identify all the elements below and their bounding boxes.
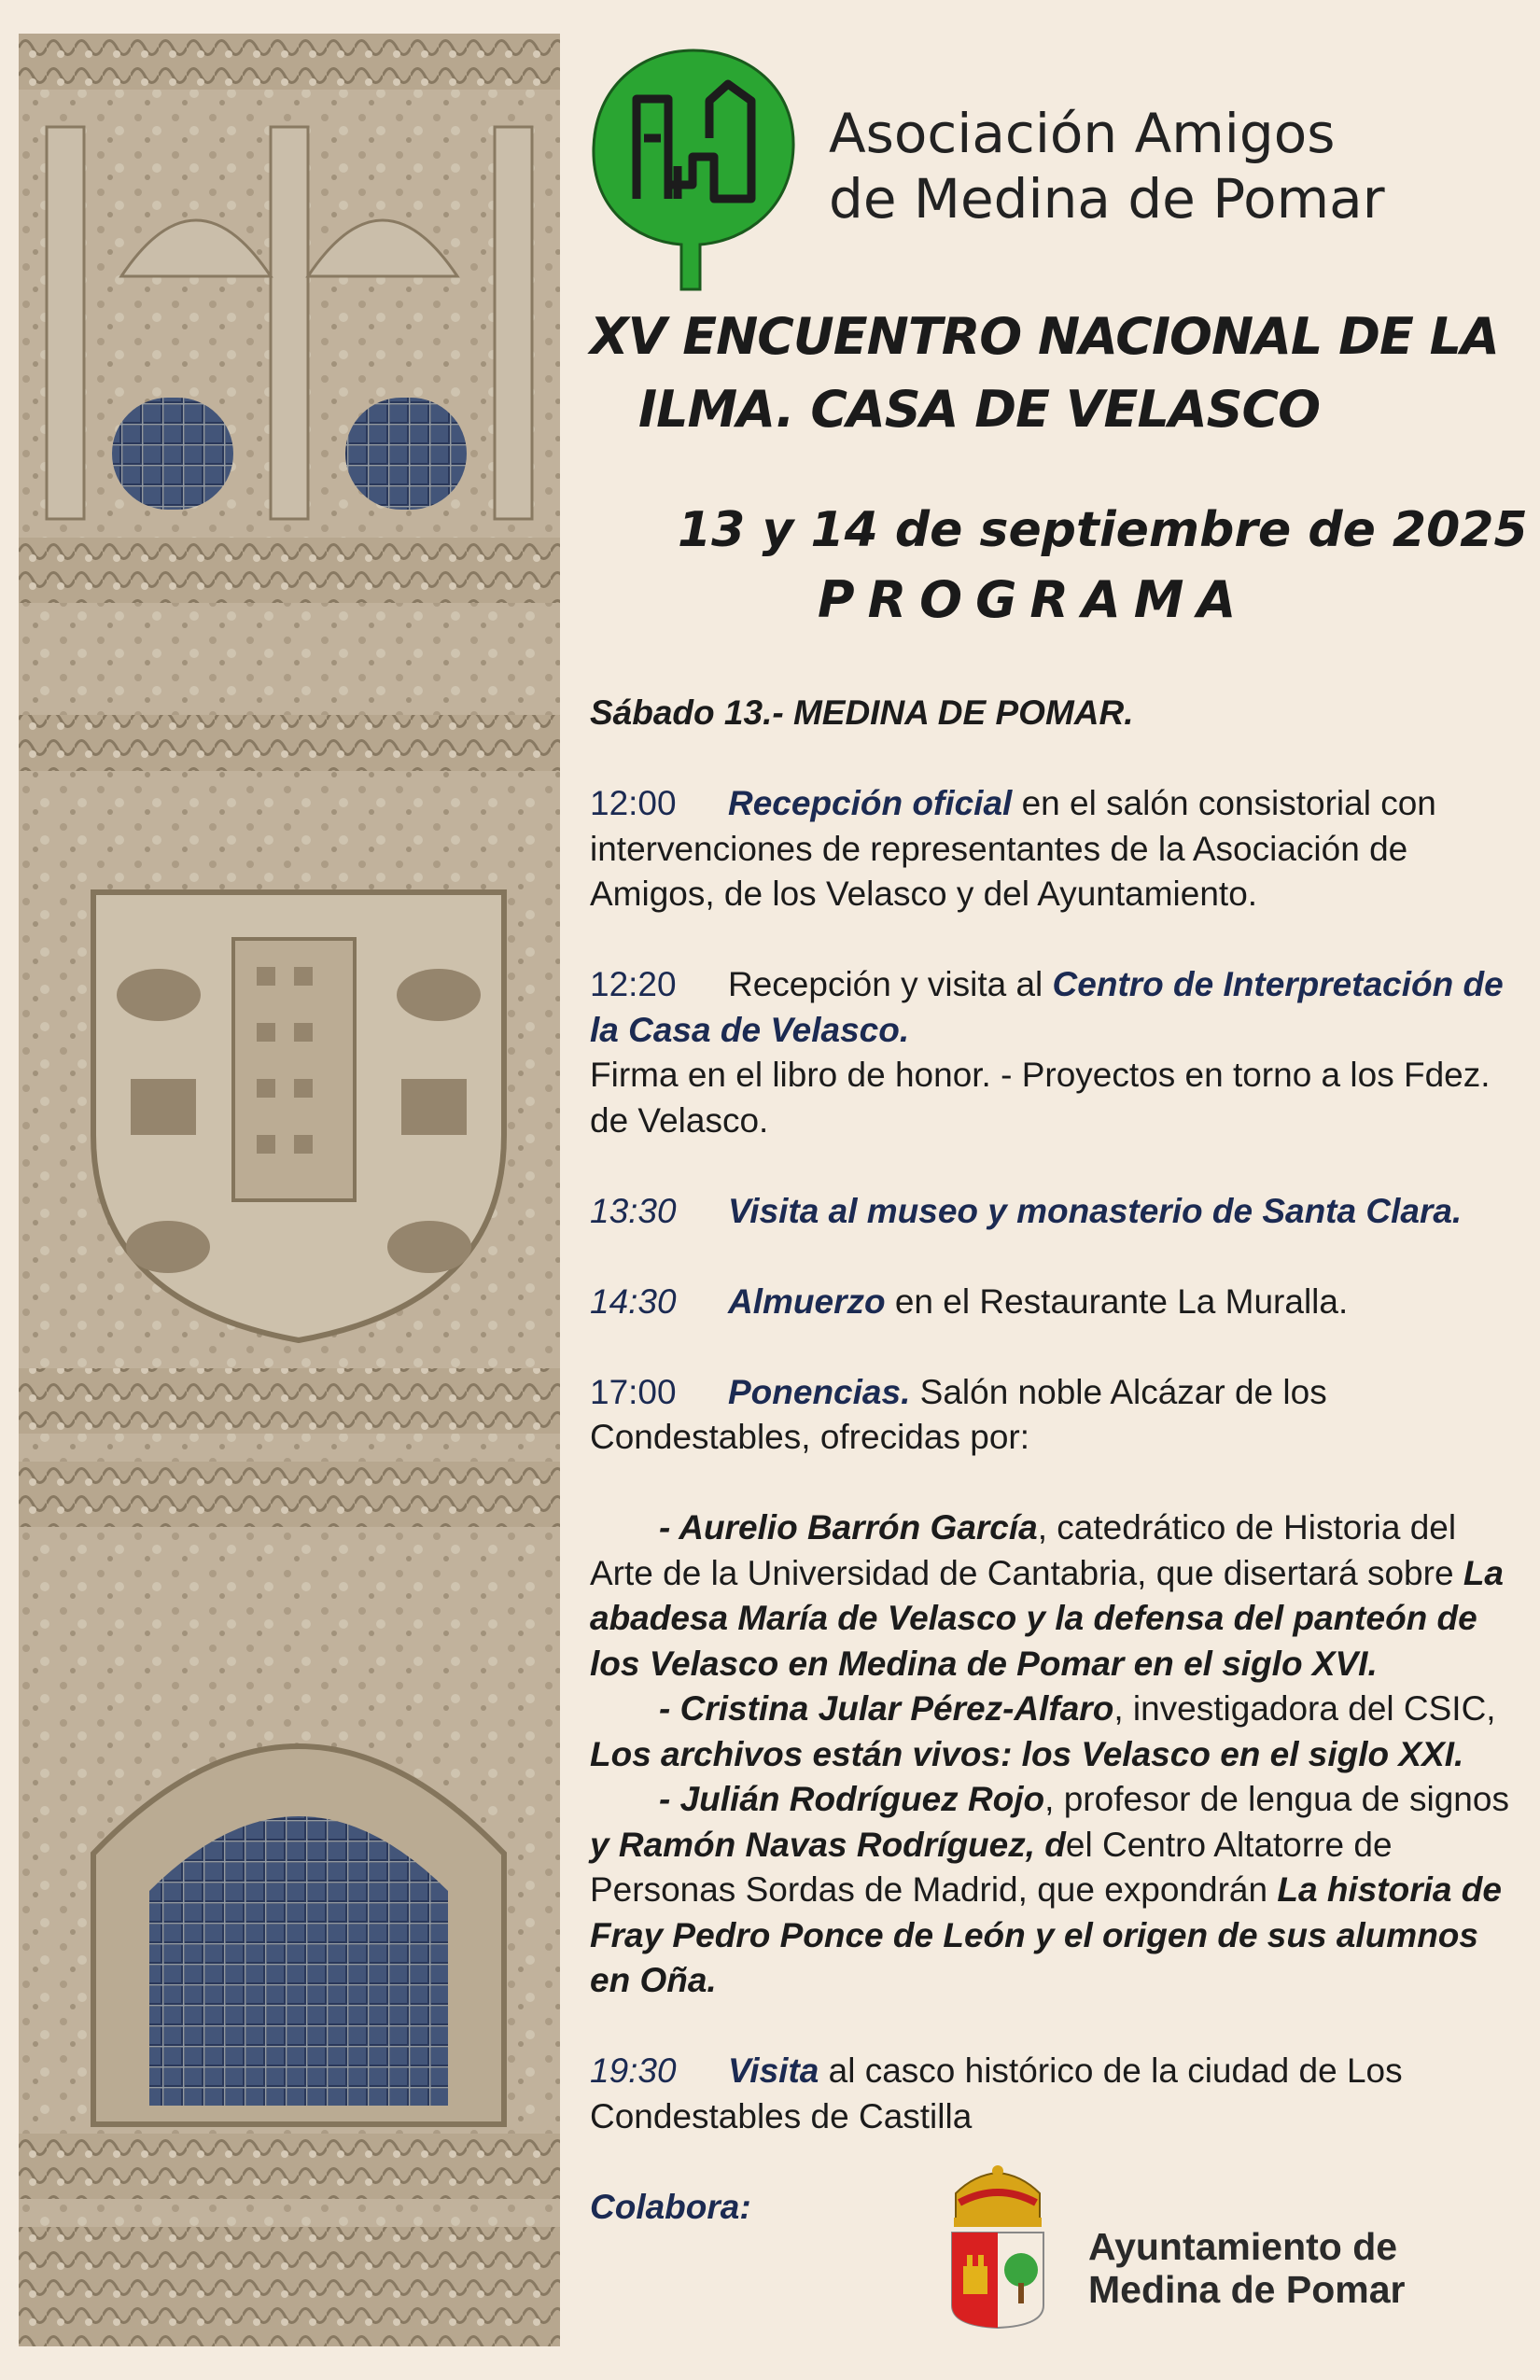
ayuntamiento-line1: Ayuntamiento de xyxy=(1088,2225,1398,2268)
program-schedule xyxy=(590,691,1523,2230)
item-text: en el salón consistorial con intervenciones de representantes de la Asociación de Amigos, de los Velasco y del Ayuntamiento. xyxy=(590,784,1436,913)
programa-heading: PROGRAMA xyxy=(818,570,1250,629)
speaker-topic: Los archivos están vivos: los Velasco en el siglo XXI. xyxy=(590,1734,1464,1773)
schedule-item-1700 xyxy=(590,1370,1523,1461)
item-text-after: Firma en el libro de honor. - Proyectos en torno a los Fdez. de Velasco. xyxy=(590,1056,1491,1140)
speaker-name-2: y Ramón Navas Rodríguez, d xyxy=(590,1825,1066,1864)
item-text: en el Restaurante La Muralla. xyxy=(885,1281,1349,1321)
association-name xyxy=(829,101,1482,231)
time-1200: 12:00 xyxy=(590,784,677,822)
colabora-label: Colabora: xyxy=(590,2187,751,2226)
item-highlight: Visita xyxy=(728,2051,819,2090)
time-1700: 17:00 xyxy=(590,1372,677,1411)
event-date: 13 y 14 de septiembre de 2025 xyxy=(678,502,1528,558)
tree-logo-icon xyxy=(588,45,799,293)
item-highlight: Centro de Interpretación de la Casa de Velasco. xyxy=(590,965,1504,1049)
time-1430: 14:30 xyxy=(590,1281,677,1321)
event-title-line2: ILMA. CASA DE VELASCO xyxy=(638,380,1321,439)
speaker-role: , profesor de lengua de signos xyxy=(1044,1780,1509,1818)
time-1220: 12:20 xyxy=(590,965,677,1003)
time-1330: 13:30 xyxy=(590,1191,677,1230)
item-highlight: Visita al museo y monasterio de Santa Clara. xyxy=(728,1191,1463,1230)
item-text: Salón noble Alcázar de los Condestables, ofrecidas por: xyxy=(590,1372,1327,1456)
speaker-role: , investigadora del CSIC, xyxy=(1113,1689,1496,1728)
ayuntamiento-line2: Medina de Pomar xyxy=(1088,2268,1406,2311)
speaker-3 xyxy=(590,1777,1523,2004)
crest-icon xyxy=(946,2165,1049,2330)
facade-image xyxy=(19,34,560,2346)
ayuntamiento-name xyxy=(1088,2225,1518,2311)
item-highlight: Ponencias. xyxy=(728,1372,911,1411)
event-title-line1: XV ENCUENTRO NACIONAL DE LA xyxy=(590,307,1499,366)
association-name-line1: Asociación Amigos xyxy=(829,102,1336,165)
event-title xyxy=(590,301,1523,446)
schedule-item-1220 xyxy=(590,962,1523,1053)
day-heading: Sábado 13.- MEDINA DE POMAR. xyxy=(590,693,1134,732)
speaker-1 xyxy=(590,1505,1523,1687)
item-highlight: Recepción oficial xyxy=(728,784,1013,822)
speaker-name: - Aurelio Barrón García xyxy=(659,1508,1038,1547)
speaker-name: - Julián Rodríguez Rojo xyxy=(659,1780,1045,1818)
speaker-topic: La abadesa María de Velasco y la defensa del panteón de los Velasco en Medina de Pomar en el siglo XVI. xyxy=(590,1553,1504,1683)
item-highlight: Almuerzo xyxy=(728,1281,886,1321)
speaker-2 xyxy=(590,1687,1523,1777)
speaker-role: , catedrático de Historia del Arte de la Universidad de Cantabria, que disertará sobre xyxy=(590,1508,1463,1592)
speaker-topic: La historia de Fray Pedro Ponce de León y el origen de sus alumnos en Oña. xyxy=(590,1870,1502,1999)
item-text: Recepción y visita al xyxy=(728,965,1053,1003)
association-name-line2: de Medina de Pomar xyxy=(829,167,1385,231)
item-text: al casco histórico de la ciudad de Los Condestables de Castilla xyxy=(590,2051,1403,2135)
time-1930: 19:30 xyxy=(590,2051,677,2090)
speaker-name: - Cristina Jular Pérez-Alfaro xyxy=(659,1689,1114,1728)
schedule-item-1430 xyxy=(590,1280,1523,1325)
schedule-item-1200 xyxy=(590,781,1523,917)
speaker-role-2: el Centro Altatorre de Personas Sordas de Madrid, que expondrán xyxy=(590,1825,1393,1909)
schedule-item-1930 xyxy=(590,2049,1523,2139)
schedule-item-1330 xyxy=(590,1189,1523,1235)
